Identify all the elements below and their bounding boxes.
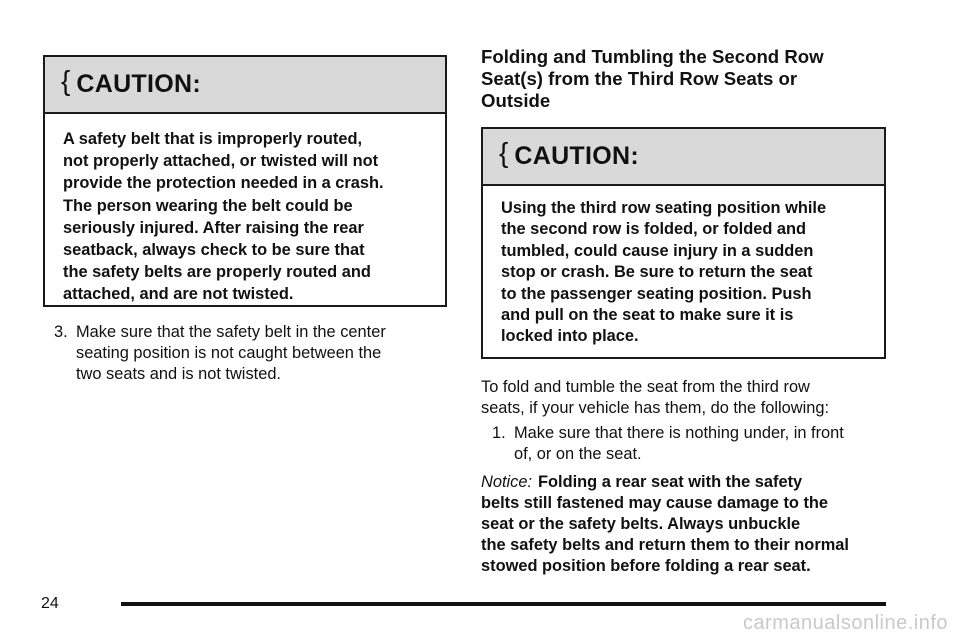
step-line	[492, 423, 844, 444]
caution-line: seriously injured. After raising the rear	[63, 218, 364, 237]
notice-label: Notice:	[481, 473, 533, 491]
fold-intro-paragraph	[481, 377, 829, 419]
notice-line: seat or the safety belts. Always unbuckle	[481, 515, 801, 533]
step-text: Make sure that there is nothing under, in front	[514, 424, 844, 442]
heading-line: Outside	[481, 90, 551, 111]
caution-line: to the passenger seating position. Push	[501, 284, 812, 303]
caution-box-right	[481, 127, 886, 359]
step-1	[492, 423, 844, 465]
caution-line: tumbled, could cause injury in a sudden	[501, 241, 814, 260]
step-number: 3.	[54, 323, 68, 341]
notice-line	[481, 472, 849, 493]
caution-line: stop or crash. Be sure to return the seat	[501, 263, 813, 282]
caution-line: A safety belt that is improperly routed,	[63, 130, 363, 148]
paragraph-line: seats, if your vehicle has them, do the following:	[481, 399, 830, 417]
caution-title: CAUTION:	[514, 142, 639, 170]
paragraph-line: To fold and tumble the seat from the third row	[481, 378, 810, 396]
caution-header	[45, 57, 445, 114]
caution-line: the safety belts are properly routed and	[63, 263, 371, 282]
caution-symbol-icon: {	[499, 136, 509, 168]
caution-symbol-icon: {	[61, 64, 71, 96]
heading-line: Folding and Tumbling the Second Row	[481, 46, 824, 67]
notice-line: belts still fastened may cause damage to the	[481, 494, 829, 512]
notice-line: stowed position before folding a rear seat.	[481, 557, 811, 575]
heading-line: Seat(s) from the Third Row Seats or	[481, 68, 798, 89]
caution-line: and pull on the seat to make sure it is	[501, 306, 794, 325]
caution-line: The person wearing the belt could be	[63, 196, 353, 215]
step-line: seating position is not caught between the	[76, 344, 382, 362]
caution-line: locked into place.	[501, 327, 639, 346]
page-number: 24	[41, 595, 59, 612]
caution-line: the second row is folded, or folded and	[501, 220, 807, 239]
step-line: of, or on the seat.	[514, 445, 642, 463]
caution-header	[483, 129, 884, 186]
caution-line: seatback, always check to be sure that	[63, 241, 365, 260]
caution-title: CAUTION:	[76, 70, 201, 98]
notice-line: the safety belts and return them to their normal	[481, 536, 849, 554]
caution-line: Using the third row seating position while	[501, 199, 827, 217]
step-text: Make sure that the safety belt in the center	[76, 323, 386, 341]
notice-block	[481, 472, 849, 577]
watermark: carmanualsonline.info	[742, 612, 948, 634]
caution-line: not properly attached, or twisted will not	[63, 152, 379, 171]
notice-text: Folding a rear seat with the safety	[538, 473, 803, 491]
section-heading	[481, 46, 824, 112]
caution-body	[483, 186, 884, 348]
footer-rule	[121, 602, 886, 606]
caution-body	[45, 114, 445, 306]
caution-line: provide the protection needed in a crash.	[63, 174, 384, 193]
step-number: 1.	[492, 424, 506, 442]
caution-line: attached, and are not twisted.	[63, 285, 294, 304]
step-3	[54, 322, 386, 385]
step-line: two seats and is not twisted.	[76, 365, 281, 383]
caution-box-left	[43, 55, 447, 307]
step-line	[54, 322, 386, 343]
